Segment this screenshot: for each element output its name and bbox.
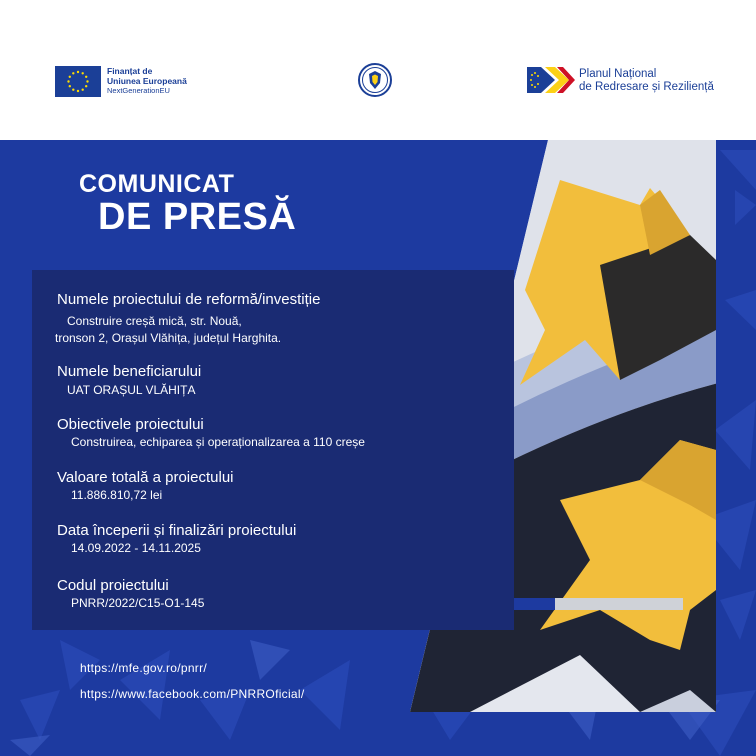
romanian-government-emblem-icon: [358, 63, 392, 97]
code-label: Codul proiectului: [57, 577, 169, 594]
total-value-label: Valoare totală a proiectului: [57, 469, 234, 486]
project-name-value-line2: tronson 2, Orașul Vlăhița, județul Harghita.: [55, 331, 282, 345]
pnrr-text: [579, 68, 714, 94]
pnrr-line2: de Redresare și Reziliență: [579, 81, 714, 93]
eu-line3: NextGenerationEU: [107, 86, 170, 95]
project-name-value-line1: Construire creșă mică, str. Nouă,: [67, 314, 242, 328]
pnrr-logo-icon: [527, 67, 575, 93]
title-line1: COMUNICAT: [79, 170, 235, 198]
total-value-value: 11.886.810,72 lei: [71, 488, 163, 502]
pnrr-line1: Planul Național: [579, 68, 657, 80]
mfe-link[interactable]: https://mfe.gov.ro/pnrr/: [80, 661, 208, 675]
facebook-link[interactable]: https://www.facebook.com/PNRROficial/: [80, 687, 305, 701]
beneficiary-value: UAT ORAȘUL VLĂHIȚA: [67, 383, 196, 397]
beneficiary-label: Numele beneficiarului: [57, 363, 202, 380]
title-line2: DE PRESĂ: [98, 196, 297, 238]
project-name-label: Numele proiectului de reformă/investiție: [57, 291, 321, 308]
objectives-value: Construirea, echiparea și operaționalizarea a 110 creșe: [71, 435, 365, 449]
dates-value: 14.09.2022 - 14.11.2025: [71, 541, 201, 555]
eu-flag-icon: [55, 66, 101, 97]
code-value: PNRR/2022/C15-O1-145: [71, 596, 205, 610]
eu-line1: Finanțat de: [107, 66, 153, 76]
objectives-label: Obiectivele proiectului: [57, 416, 204, 433]
eu-line2: Uniunea Europeană: [107, 76, 187, 86]
header: [0, 0, 756, 140]
eu-funding-text: [107, 66, 187, 96]
dates-label: Data începerii și finalizări proiectului: [57, 522, 297, 539]
